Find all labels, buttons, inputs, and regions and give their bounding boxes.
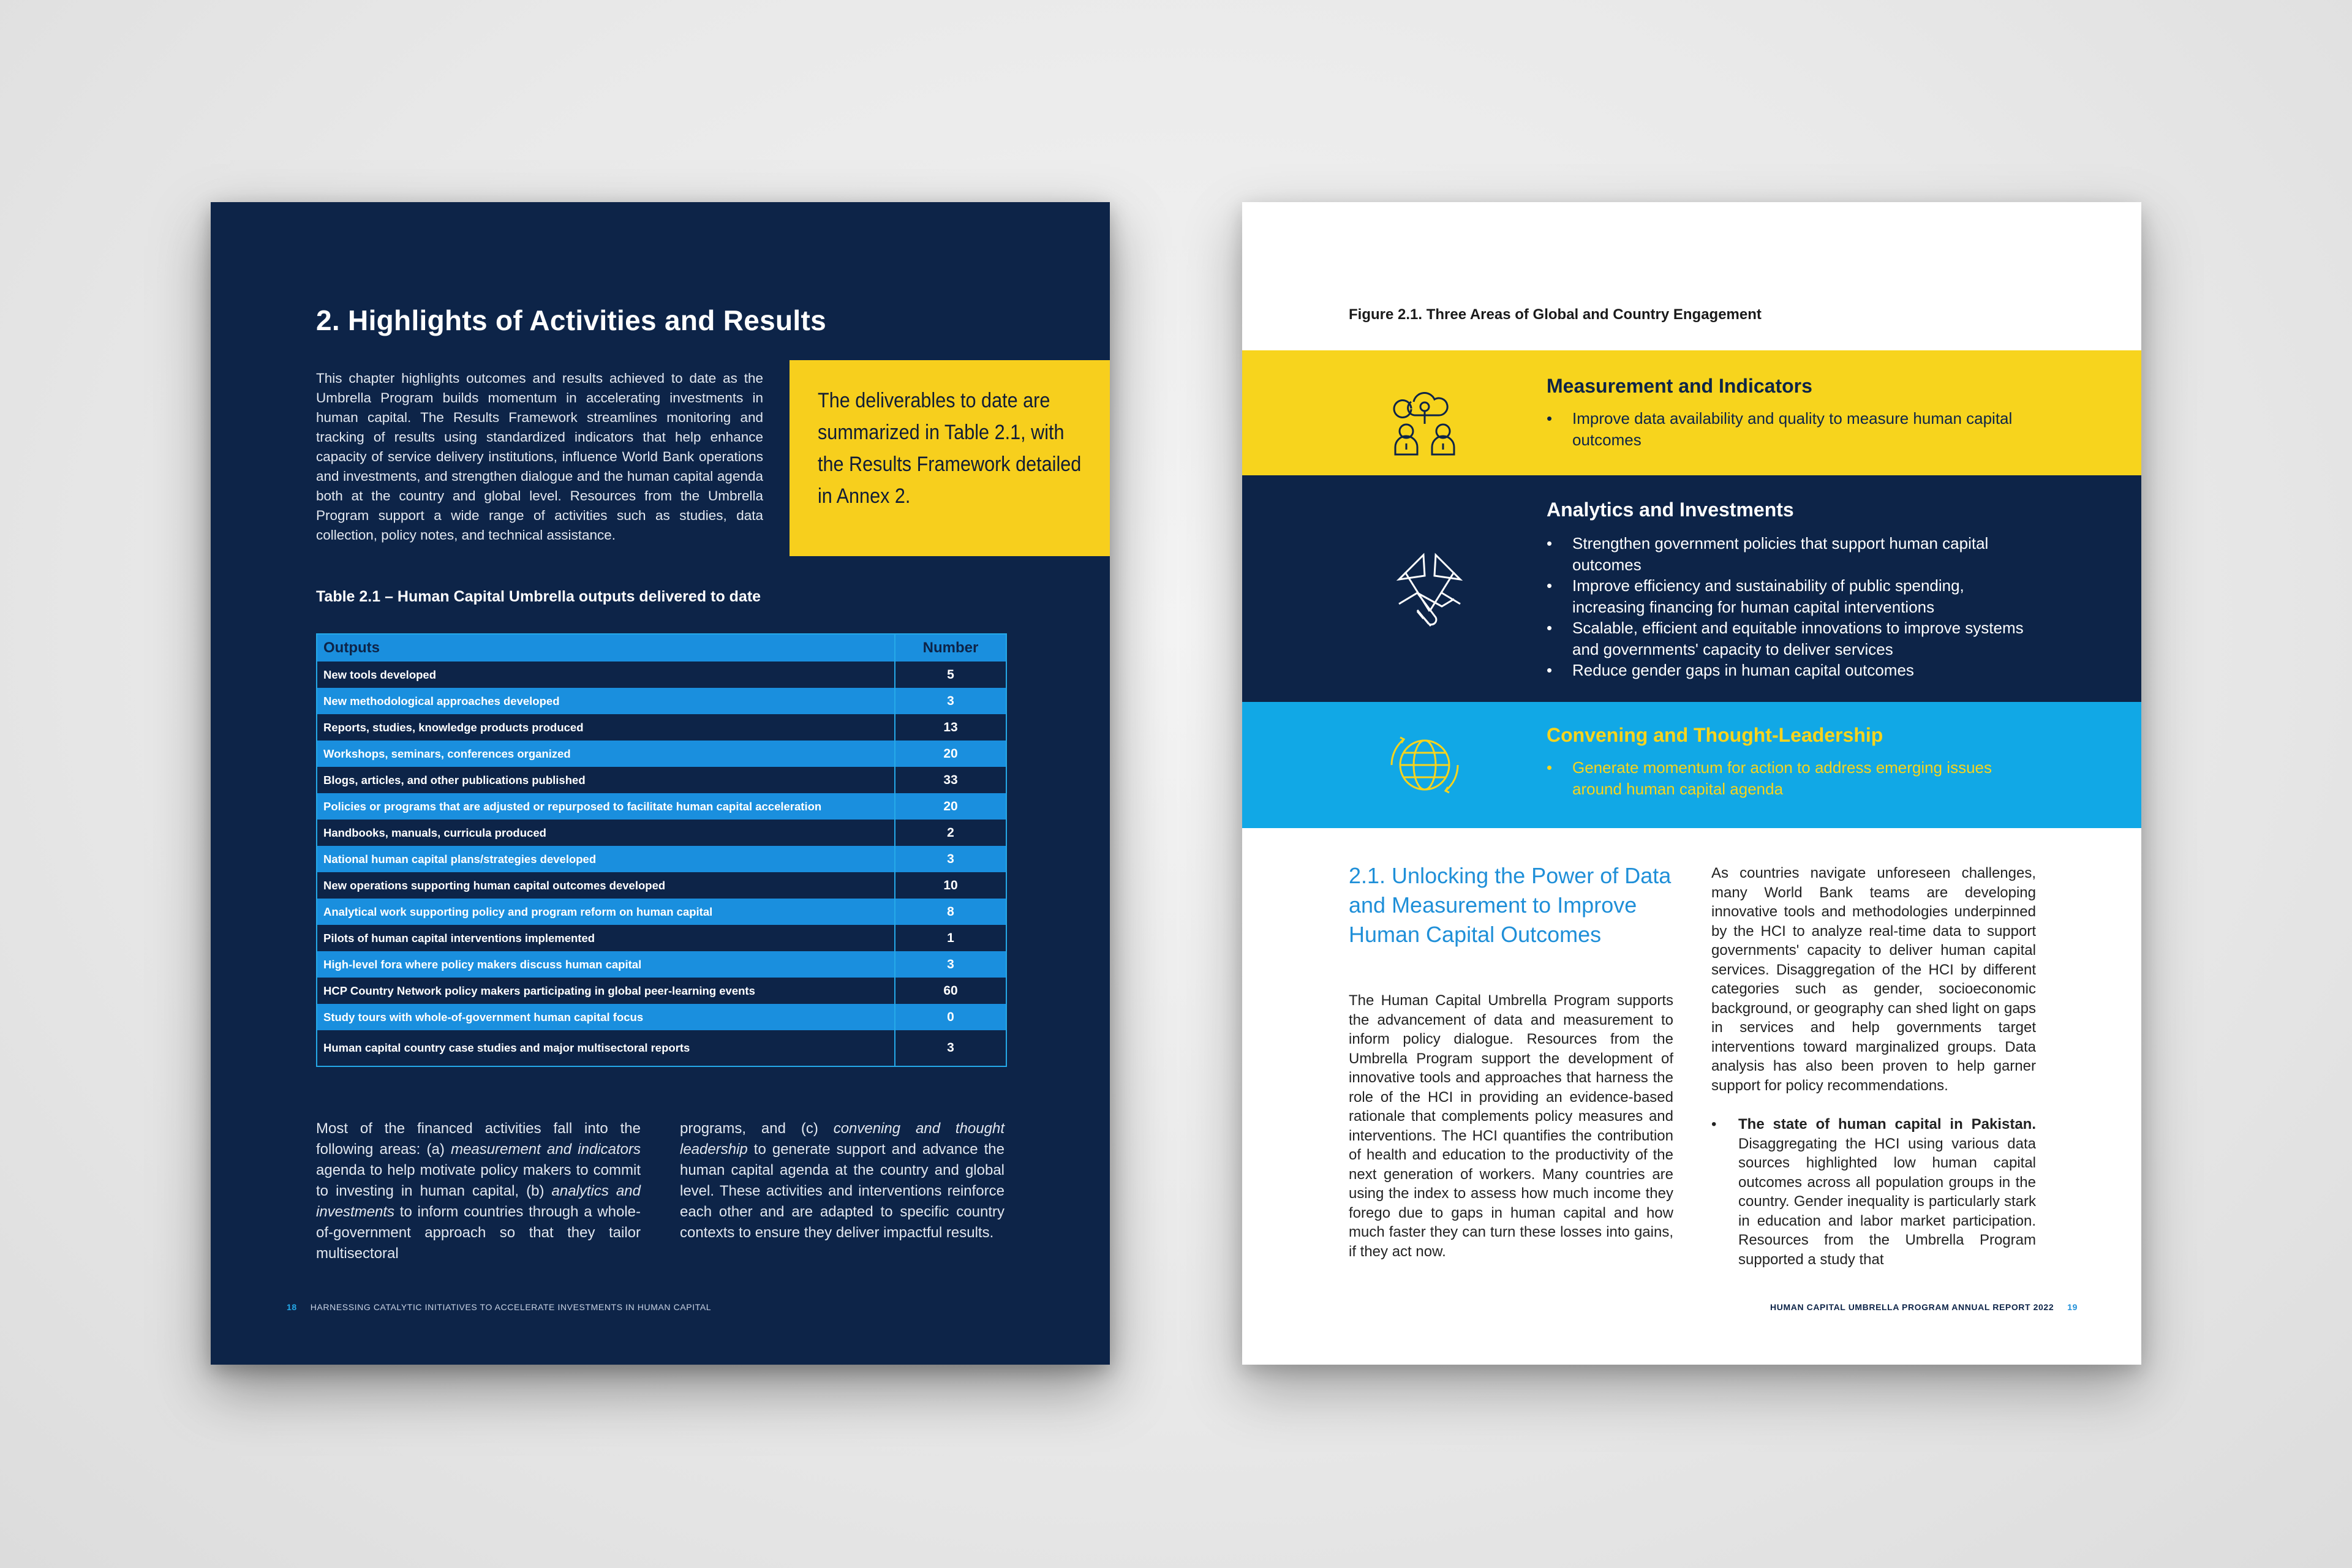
table-row — [317, 688, 1006, 714]
output-number: 5 — [895, 662, 1006, 688]
output-number: 3 — [895, 1030, 1006, 1066]
table-row — [317, 714, 1006, 741]
bullet-heading: The state of human capital in Pakistan. — [1738, 1116, 2036, 1133]
footer — [1770, 1302, 2078, 1312]
output-number: 1 — [895, 925, 1006, 951]
output-label: HCP Country Network policy makers participating in global peer-learning events — [317, 978, 895, 1004]
body-emphasis: convening and thought leadership — [680, 1120, 1005, 1158]
band-item: • Scalable, efficient and equitable innovations to improve systems and governments' capacity to deliver services — [1547, 617, 2024, 660]
band-item: • Strengthen government policies that support human capital outcomes — [1547, 533, 2024, 575]
table-row — [317, 1030, 1006, 1066]
right-page — [1242, 202, 2141, 1365]
table-body — [317, 662, 1006, 1066]
output-label: Study tours with whole-of-government human capital focus — [317, 1004, 895, 1030]
body-column-1 — [316, 1118, 641, 1264]
left-page — [211, 202, 1110, 1365]
intro-paragraph: This chapter highlights outcomes and results achieved to date as the Umbrella Program builds momentum in accelerating investments in human capital. The Results Framework streamlines monitoring and tracking of results using standardized indicators that help enhance capacity of service delivery institutions, influence World Bank operations and investments, and strengthen dialogue and the human capital agenda both at the country and global level. Resources from the Umbrella Program support a wide range of activities such as studies, data collection, policy notes, and technical assistance. — [316, 371, 763, 543]
page-number: 18 — [287, 1302, 297, 1312]
band-item: • Improve data availability and quality to measure human capital outcomes — [1547, 408, 2024, 450]
output-label: Reports, studies, knowledge products produced — [317, 714, 895, 741]
band-heading: Convening and Thought-Leadership — [1547, 724, 1883, 746]
pakistan-bullet — [1711, 1115, 2036, 1269]
bullet-text: Disaggregating the HCI using various data sources highlighted low human capital outcomes across all population groups in the country. Gender inequality is particularly stark in education and labor market participation. Resources from the Umbrella Program supported a study that — [1738, 1135, 2036, 1268]
page-number: 19 — [2067, 1302, 2078, 1312]
callout-text: The deliverables to date are summarized in Table 2.1, with the Results Framework detailed in Annex 2. — [818, 389, 1082, 508]
footer-text: HARNESSING CATALYTIC INITIATIVES TO ACCELERATE INVESTMENTS IN HUMAN CAPITAL — [310, 1302, 712, 1312]
output-label: Pilots of human capital interventions implemented — [317, 925, 895, 951]
output-number: 20 — [895, 793, 1006, 820]
band-item: • Generate momentum for action to address emerging issues around human capital agenda — [1547, 757, 2024, 799]
table-title: Table 2.1 – Human Capital Umbrella outputs delivered to date — [316, 588, 761, 605]
band-measurement — [1242, 350, 2141, 475]
figure-title: Figure 2.1. Three Areas of Global and Country Engagement — [1349, 306, 1762, 323]
people-idea-icon — [1387, 388, 1463, 462]
table-row — [317, 662, 1006, 688]
table-row — [317, 925, 1006, 951]
body-text: agenda to help motivate policy makers to commit to investing in human capital, (b) — [316, 1162, 641, 1199]
output-number: 8 — [895, 899, 1006, 925]
bullet-paragraph — [1711, 1115, 2036, 1269]
handshake-flags-icon — [1387, 543, 1472, 644]
outputs-header: Outputs — [317, 635, 895, 662]
table-row — [317, 741, 1006, 767]
output-label: New methodological approaches developed — [317, 688, 895, 714]
band-convening — [1242, 702, 2141, 828]
body-text: Most of the financed activities fall into the following areas: (a) — [316, 1120, 641, 1158]
callout-box — [790, 360, 1110, 556]
section-body-right: As countries navigate unforeseen challenges, many World Bank teams are developing innovative tools and methodologies underpinned by the HCI to analyze real-time data to support governments' capacity to deliver human capital services. Disaggregation of the HCI by different categories such as gender, socioeconomic background, or geography can shed light on gaps in services and help governments target interventions toward marginalized groups. Data analysis has also been proven to help garner support for policy recommendations. — [1711, 865, 2036, 1094]
output-label: Handbooks, manuals, curricula produced — [317, 820, 895, 846]
band-list — [1547, 757, 2024, 799]
table-row — [317, 793, 1006, 820]
number-header: Number — [895, 635, 1006, 662]
output-label: Analytical work supporting policy and program reform on human capital — [317, 899, 895, 925]
output-number: 3 — [895, 688, 1006, 714]
outputs-table — [316, 633, 1007, 1067]
output-number: 0 — [895, 1004, 1006, 1030]
output-label: New tools developed — [317, 662, 895, 688]
body-text: to inform countries through a whole-of-government approach so that they tailor multisectoral — [316, 1204, 641, 1262]
band-heading: Analytics and Investments — [1547, 499, 1794, 521]
table-row — [317, 951, 1006, 978]
band-item: • Reduce gender gaps in human capital outcomes — [1547, 660, 2024, 681]
table-row — [317, 1004, 1006, 1030]
output-label: Human capital country case studies and major multisectoral reports — [317, 1030, 895, 1066]
section-body-left: The Human Capital Umbrella Program supports the advancement of data and measurement to inform policy dialogue. Resources from the Umbrella Program support the development of innovative tools and approaches that harness the role of the HCI in providing an evidence-based rationale that complements policy measures and interventions. The HCI quantifies the contribution of health and education to the productivity of the next generation of workers. Many countries are using the index to assess how much income they forego due to gaps in human capital and how much faster they can turn these losses into gains, if they act now. — [1349, 992, 1673, 1260]
body-column-2 — [680, 1118, 1005, 1243]
table-row — [317, 978, 1006, 1004]
output-label: National human capital plans/strategies developed — [317, 846, 895, 872]
band-heading: Measurement and Indicators — [1547, 375, 1812, 397]
output-label: Blogs, articles, and other publications published — [317, 767, 895, 793]
output-number: 20 — [895, 741, 1006, 767]
table-row — [317, 767, 1006, 793]
body-text: to generate support and advance the human capital agenda at the country and global level. These activities and interventions reinforce each other and are adapted to specific country contexts to ensure they deliver impactful results. — [680, 1141, 1005, 1241]
bullet-dot: • — [1711, 1116, 1717, 1133]
band-list — [1547, 408, 2024, 450]
section-heading: 2.1. Unlocking the Power of Data and Measurement to Improve Human Capital Outcomes — [1349, 863, 1672, 947]
output-number: 60 — [895, 978, 1006, 1004]
band-item: • Improve efficiency and sustainability of public spending, increasing financing for human capital interventions — [1547, 575, 2024, 617]
output-label: Workshops, seminars, conferences organized — [317, 741, 895, 767]
table-row — [317, 820, 1006, 846]
output-number: 3 — [895, 846, 1006, 872]
output-number: 10 — [895, 872, 1006, 899]
table-header-row — [317, 635, 1006, 662]
output-label: Policies or programs that are adjusted or repurposed to facilitate human capital acceleration — [317, 793, 895, 820]
chapter-title: 2. Highlights of Activities and Results — [316, 304, 827, 336]
table-row — [317, 899, 1006, 925]
globe-icon — [1387, 731, 1463, 802]
body-emphasis: measurement and indicators — [451, 1141, 641, 1158]
table-row — [317, 846, 1006, 872]
table-row — [317, 872, 1006, 899]
footer-text: HUMAN CAPITAL UMBRELLA PROGRAM ANNUAL REPORT 2022 — [1770, 1302, 2054, 1312]
body-text: programs, and (c) — [680, 1120, 834, 1137]
output-number: 2 — [895, 820, 1006, 846]
footer — [287, 1302, 711, 1312]
output-number: 3 — [895, 951, 1006, 978]
output-label: High-level fora where policy makers discuss human capital — [317, 951, 895, 978]
output-number: 33 — [895, 767, 1006, 793]
body-emphasis: analytics and investments — [316, 1183, 641, 1220]
band-list — [1547, 533, 2024, 681]
output-label: New operations supporting human capital outcomes developed — [317, 872, 895, 899]
output-number: 13 — [895, 714, 1006, 741]
band-analytics — [1242, 475, 2141, 702]
